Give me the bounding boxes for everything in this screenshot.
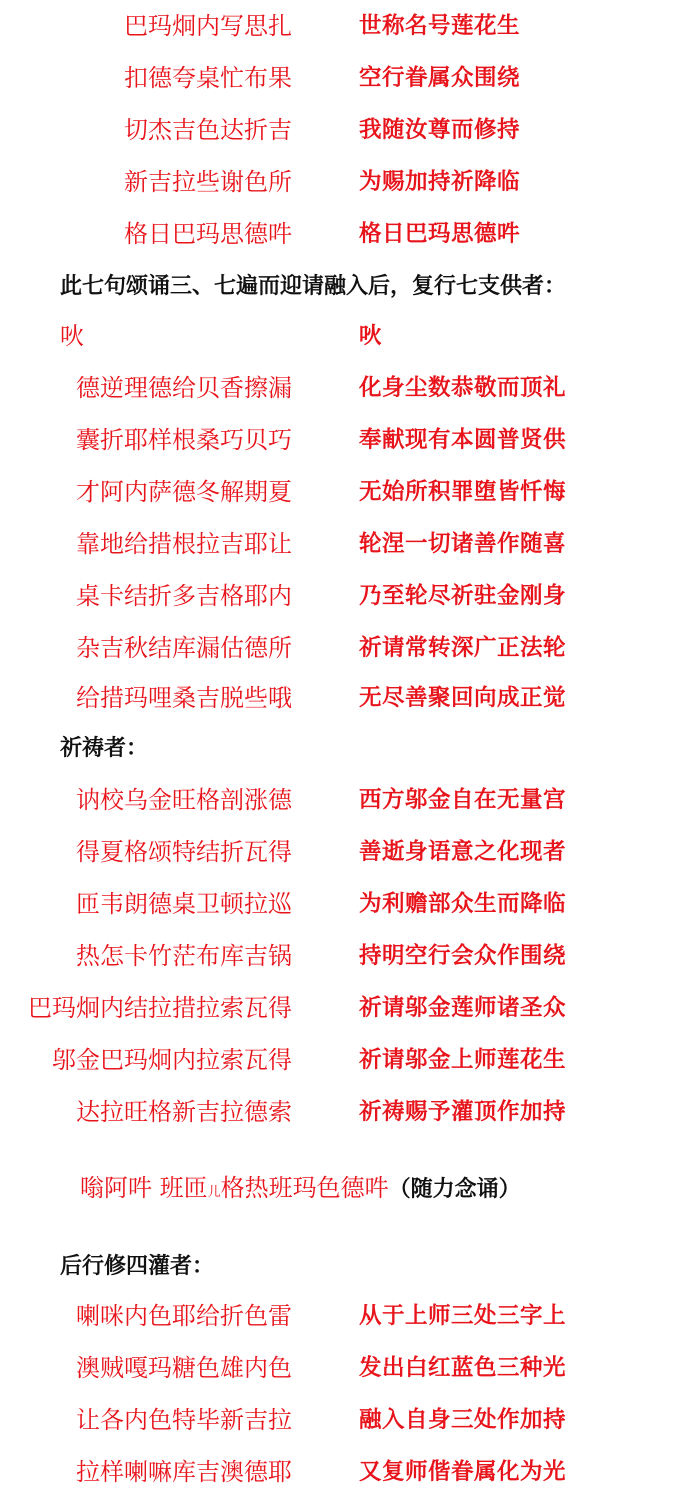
verse-transliteration: 新吉拉些谢色所 (124, 168, 292, 196)
verse-row (0, 628, 689, 668)
verse-meaning: 西方邬金自在无量宫 (359, 787, 567, 813)
verse-row (0, 420, 689, 460)
verse-meaning: 善逝身语意之化现者 (359, 839, 567, 865)
mantra-note: （随力念诵） (388, 1176, 521, 1202)
instruction-text: 后行修四灌者： (60, 1253, 215, 1279)
verse-row (0, 1452, 689, 1492)
instruction-text: 祈祷者： (60, 735, 149, 761)
verse-transliteration: 扣德夸桌忙布果 (124, 64, 292, 92)
verse-meaning: 从于上师三处三字上 (359, 1303, 567, 1329)
verse-row (0, 1400, 689, 1440)
verse-row (0, 884, 689, 924)
verse-row (0, 110, 689, 150)
verse-meaning: 祈请邬金莲师诸圣众 (359, 995, 567, 1021)
verse-meaning: 格日巴玛思德吽 (359, 221, 521, 247)
verse-transliteration: 讷校乌金旺格剖涨德 (76, 786, 292, 814)
verse-transliteration: 德逆理德给贝香擦漏 (76, 374, 292, 402)
verse-row (0, 1296, 689, 1336)
mantra-text: 嗡阿吽 班匝 (80, 1174, 208, 1202)
verse-transliteration: 给措玛哩桑吉脱些哦 (76, 684, 292, 712)
verse-meaning: 世称名号莲花生 (359, 13, 521, 39)
verse-meaning: 无尽善聚回向成正觉 (359, 685, 567, 711)
verse-transliteration: 巴玛炯内写思扎 (124, 12, 292, 40)
verse-transliteration: 喇咪内色耶给折色雷 (76, 1302, 292, 1330)
verse-row (0, 368, 689, 408)
mantra-small-char: 儿 (207, 1185, 221, 1200)
verse-transliteration: 囊折耶样根桑巧贝巧 (76, 426, 292, 454)
verse-transliteration: 邬金巴玛炯内拉索瓦得 (52, 1046, 292, 1074)
verse-transliteration: 切杰吉色达折吉 (124, 116, 292, 144)
verse-meaning: 化身尘数恭敬而顶礼 (359, 375, 567, 401)
verse-transliteration: 巴玛炯内结拉措拉索瓦得 (28, 994, 292, 1022)
verse-transliteration: 才阿内萨德冬解期夏 (76, 478, 292, 506)
verse-row (0, 1092, 689, 1132)
verse-row (0, 576, 689, 616)
verse-transliteration: 热怎卡竹茫布库吉锅 (76, 942, 292, 970)
verse-transliteration: 桌卡结折多吉格耶内 (76, 582, 292, 610)
verse-row (0, 472, 689, 512)
verse-transliteration: 得夏格颂特结折瓦得 (76, 838, 292, 866)
verse-meaning: 空行眷属众围绕 (359, 65, 521, 91)
verse-meaning: 祈请邬金上师莲花生 (359, 1047, 567, 1073)
verse-transliteration: 匝韦朗德桌卫顿拉巡 (76, 890, 292, 918)
verse-meaning: 融入自身三处作加持 (359, 1407, 567, 1433)
verse-row (0, 832, 689, 872)
verse-row (0, 678, 689, 718)
verse-meaning: 祈请常转深广正法轮 (359, 635, 567, 661)
verse-transliteration: 让各内色特毕新吉拉 (76, 1406, 292, 1434)
verse-transliteration: 拉样喇嘛库吉澳德耶 (76, 1458, 292, 1486)
verse-row (0, 316, 689, 356)
verse-transliteration: 吙 (60, 322, 84, 350)
verse-transliteration: 达拉旺格新吉拉德索 (76, 1098, 292, 1126)
verse-meaning: 为赐加持祈降临 (359, 169, 521, 195)
verse-meaning: 吙 (359, 323, 383, 349)
verse-meaning: 奉献现有本圆普贤供 (359, 427, 567, 453)
verse-transliteration: 杂吉秋结库漏估德所 (76, 634, 292, 662)
verse-meaning: 我随汝尊而修持 (359, 117, 521, 143)
mantra-line (80, 1168, 521, 1208)
mantra-text: 格热班玛色德吽 (220, 1174, 389, 1202)
verse-row (0, 988, 689, 1028)
verse-row (0, 1040, 689, 1080)
verse-meaning: 又复师偕眷属化为光 (359, 1459, 567, 1485)
verse-row (0, 524, 689, 564)
verse-row (0, 936, 689, 976)
verse-meaning: 无始所积罪堕皆忏悔 (359, 479, 567, 505)
verse-transliteration: 格日巴玛思德吽 (124, 220, 292, 248)
verse-meaning: 乃至轮尽祈驻金刚身 (359, 583, 567, 609)
verse-meaning: 发出白红蓝色三种光 (359, 1355, 567, 1381)
verse-transliteration: 澳贼嘎玛糖色雄内色 (76, 1354, 292, 1382)
verse-row (0, 6, 689, 46)
verse-meaning: 轮涅一切诸善作随喜 (359, 531, 567, 557)
verse-transliteration: 靠地给措根拉吉耶让 (76, 530, 292, 558)
verse-meaning: 祈祷赐予灌顶作加持 (359, 1099, 567, 1125)
instruction-text: 此七句颂诵三、七遍而迎请融入后，复行七支供者： (60, 273, 567, 299)
verse-row (0, 162, 689, 202)
verse-meaning: 为利赡部众生而降临 (359, 891, 567, 917)
verse-row (0, 214, 689, 254)
verse-meaning: 持明空行会众作围绕 (359, 943, 567, 969)
verse-row (0, 58, 689, 98)
verse-row (0, 1348, 689, 1388)
verse-row (0, 780, 689, 820)
